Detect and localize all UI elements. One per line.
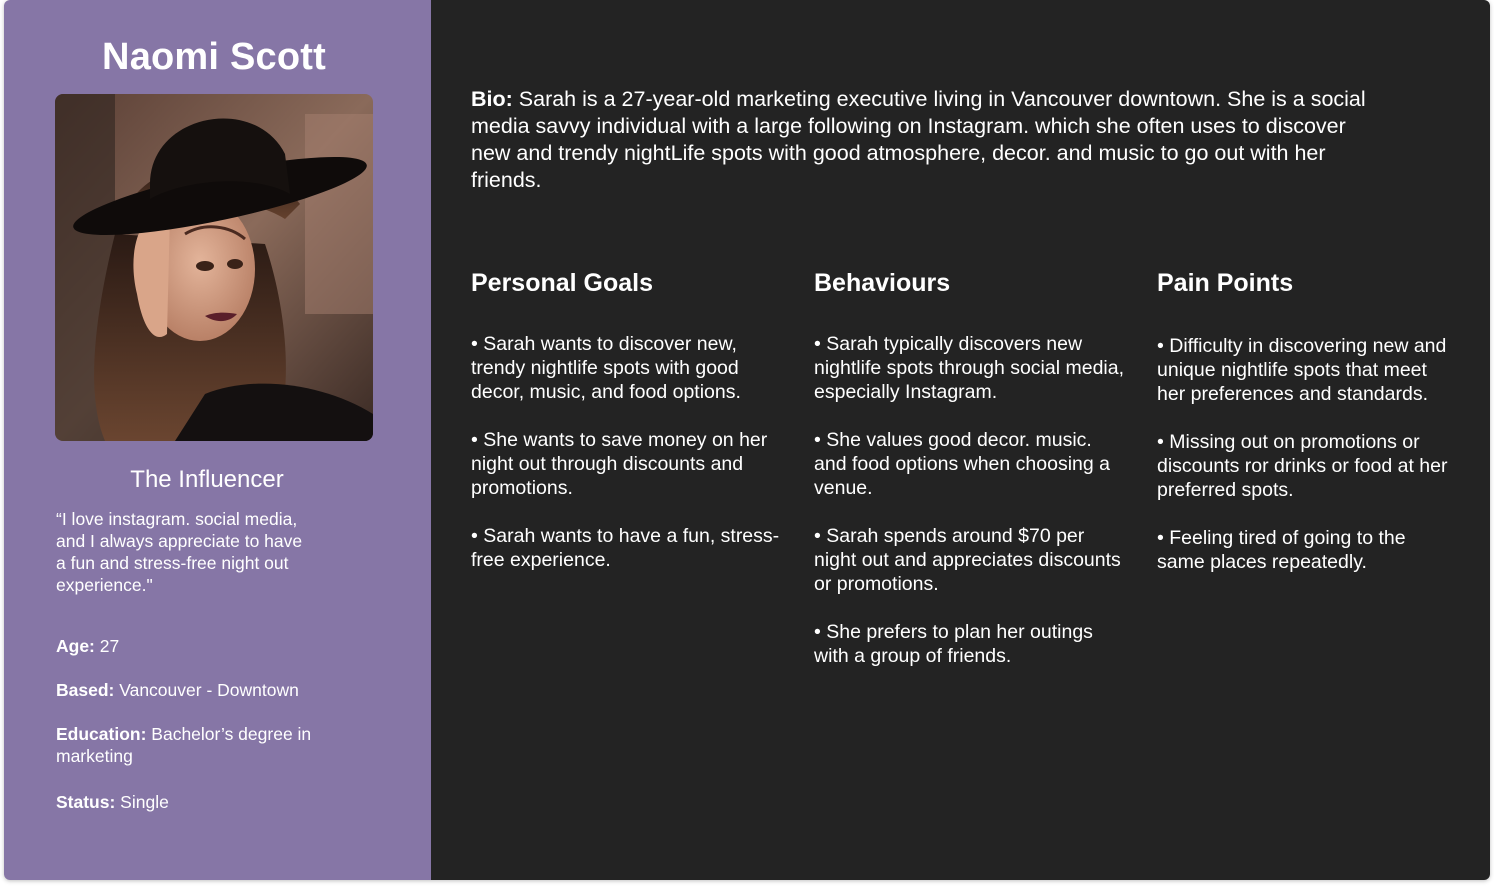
persona-main	[431, 0, 1490, 880]
fact-status	[56, 791, 356, 813]
list-item: • She prefers to plan her outings with a group of friends.	[814, 620, 1124, 668]
persona-role: The Influencer	[130, 466, 284, 493]
pain-points-section	[1157, 266, 1457, 598]
persona-sidebar	[4, 0, 431, 880]
fact-label: Status:	[56, 792, 116, 812]
behaviours-section	[814, 266, 1124, 692]
persona-card	[4, 0, 1490, 880]
list-item: • She wants to save money on her night out through discounts and promotions.	[471, 428, 791, 500]
fact-based	[56, 679, 356, 701]
fact-label: Age:	[56, 636, 95, 656]
section-title: Personal Goals	[471, 269, 654, 297]
persona-quote: “I love instagram. social media, and I always appreciate to have a fun and stress-free night out experience."	[56, 509, 303, 595]
fact-education	[56, 723, 356, 767]
bio-label: Bio:	[471, 87, 513, 111]
persona-photo	[55, 94, 373, 441]
fact-label: Education:	[56, 724, 147, 744]
fact-value: 27	[94, 636, 120, 656]
bio-paragraph	[471, 86, 1371, 194]
list-item: • Sarah wants to discover new, trendy nightlife spots with good decor, music, and food options.	[471, 332, 791, 404]
goals-list	[471, 332, 791, 572]
list-item: • She values good decor. music. and food options when choosing a venue.	[814, 428, 1124, 500]
section-title: Behaviours	[814, 269, 951, 297]
behaviours-list	[814, 332, 1124, 668]
fact-value: Vancouver - Downtown	[114, 680, 299, 700]
fact-age	[56, 635, 356, 657]
list-item: • Difficulty in discovering new and unique nightlife spots that meet her preferences and standards.	[1157, 334, 1457, 406]
list-item: • Missing out on promotions or discounts ror drinks or food at her preferred spots.	[1157, 430, 1457, 502]
personal-goals-section	[471, 266, 791, 596]
pain-points-list	[1157, 334, 1457, 574]
section-title: Pain Points	[1157, 269, 1294, 297]
list-item: • Sarah typically discovers new nightlife spots through social media, especially Instagram.	[814, 332, 1124, 404]
list-item: • Feeling tired of going to the same places repeatedly.	[1157, 526, 1457, 574]
list-item: • Sarah wants to have a fun, stress-free experience.	[471, 524, 791, 572]
persona-name: Naomi Scott	[102, 36, 326, 78]
fact-value: Bachelor’s degree in marketing	[56, 724, 312, 766]
list-item: • Sarah spends around $70 per night out and appreciates discounts or promotions.	[814, 524, 1124, 596]
bio-text: Sarah is a 27-year-old marketing executive living in Vancouver downtown. She is a social media savvy individual with a large following on Instagram. which she often uses to discover new and trendy nightLife spots with good atmosphere, decor. and music to go out with her friends.	[471, 87, 1366, 192]
fact-label: Based:	[56, 680, 115, 700]
fact-value: Single	[115, 792, 169, 812]
